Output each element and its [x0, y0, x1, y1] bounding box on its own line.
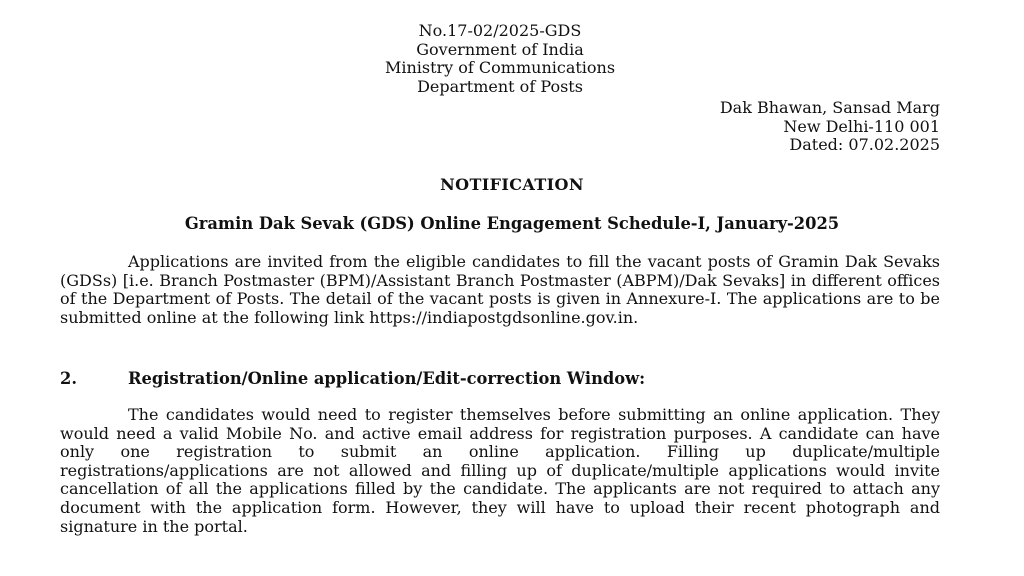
address-block: [720, 99, 940, 155]
government-name: Government of India: [416, 39, 584, 59]
department-name: Department of Posts: [417, 76, 583, 96]
ministry-name: Ministry of Communications: [384, 58, 616, 78]
dated-line: Dated: 07.02.2025: [789, 135, 940, 155]
address-line-2: New Delhi-110 001: [783, 116, 940, 136]
section-2-paragraph: The candidates would need to register themselves before submitting an online application. They would need a valid Mobile No. and active email address for registration purposes. A candidate can have only one registration to submit an online application. Filling up duplicate/multiple registrations/applications are not allowed and filling up of duplicate/multiple applications would invite cancellation of all the applications filled by the candidate. The applicants are not required to attach any document with the application form. However, they will have to upload their recent photograph and signature in the portal.: [60, 405, 940, 536]
notification-heading: NOTIFICATION: [440, 175, 584, 194]
document-header: [340, 22, 660, 96]
address-line-1: Dak Bhawan, Sansad Marg: [719, 98, 940, 117]
intro-paragraph: Applications are invited from the eligible candidates to fill the vacant posts of Gramin Dak Sevaks (GDSs) [i.e. Branch Postmaster (BPM)/Assistant Branch Postmaster (ABPM)/Dak Sevaks] in different offices of the Department of Posts. The detail of the vacant posts is given in Annexure-I. The applications are to be submitted online at the following link https://indiapostgdsonline.gov.in.: [60, 252, 940, 327]
section-title: Registration/Online application/Edit-correction Window:: [128, 369, 646, 388]
reference-number: No.17-02/2025-GDS: [418, 21, 582, 40]
subject-heading: Gramin Dak Sevak (GDS) Online Engagement Schedule-I, January-2025: [184, 214, 840, 233]
section-number: 2.: [60, 369, 77, 388]
